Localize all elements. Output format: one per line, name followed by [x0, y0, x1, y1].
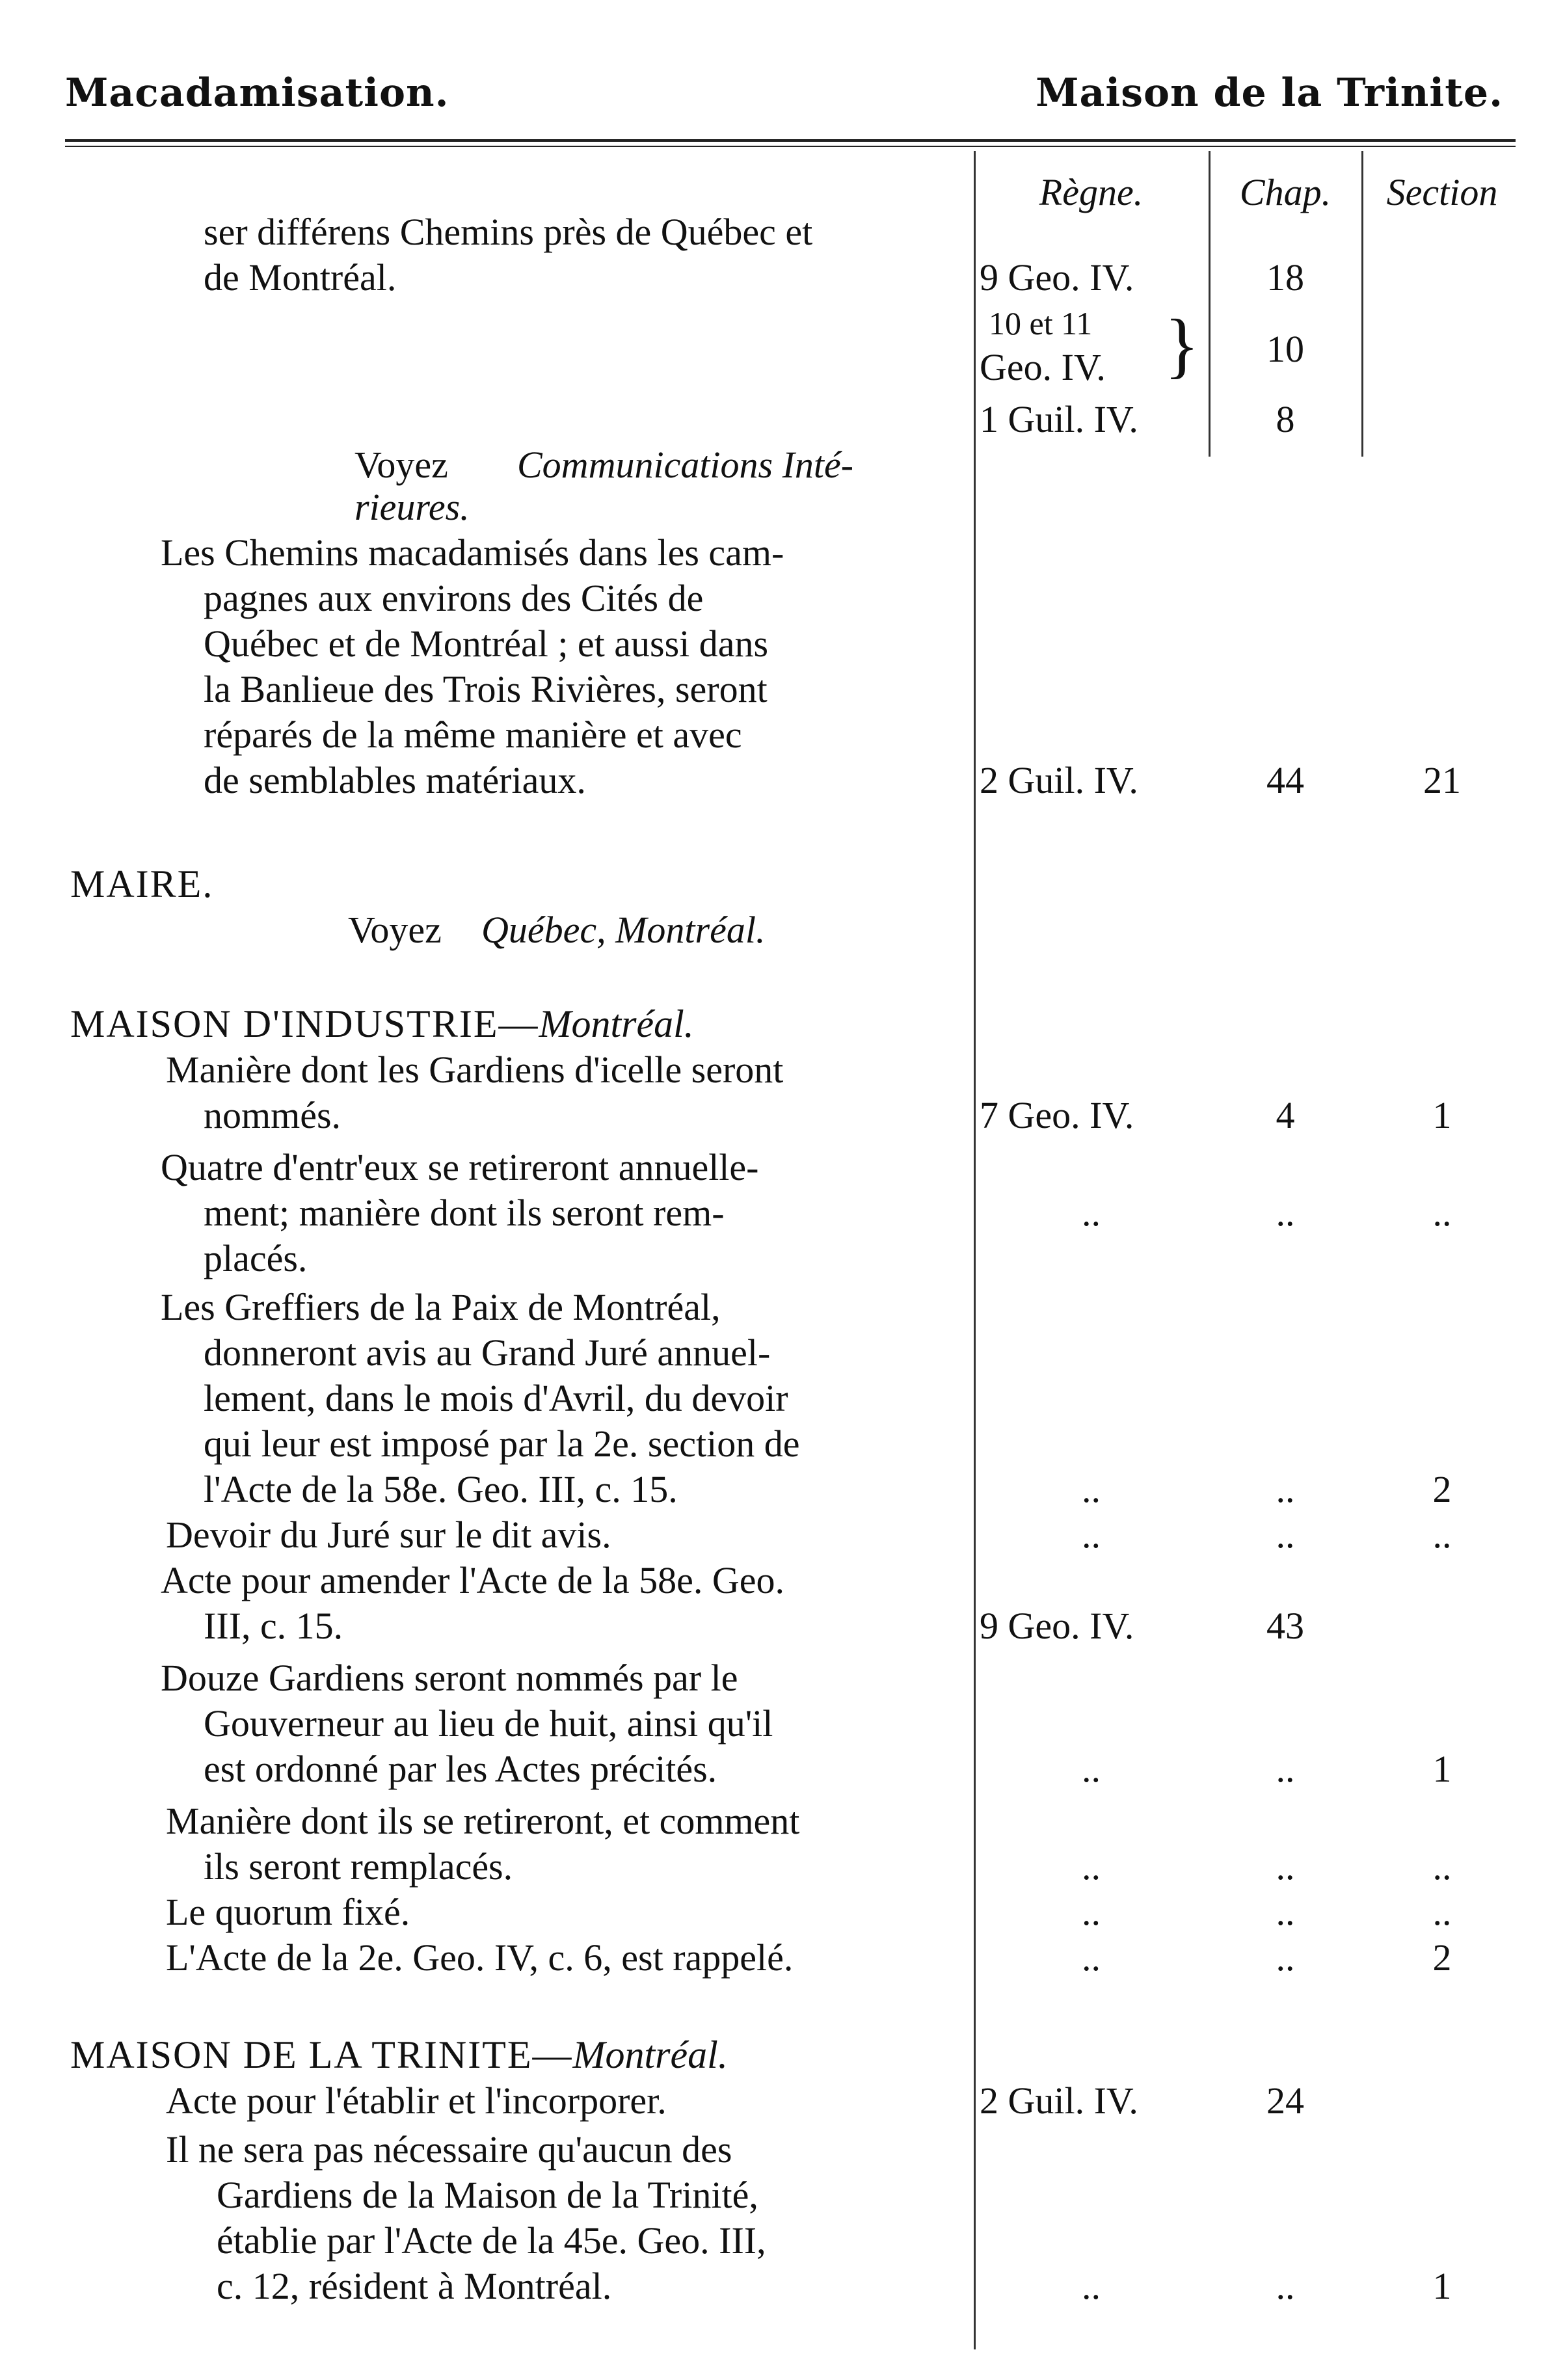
entry-text: Les Greffiers de la Paix de Montréal, [161, 1286, 721, 1328]
column-divider-chap [1361, 151, 1363, 457]
section-heading: MAISON D'INDUSTRIE—Montréal. [70, 1002, 694, 1045]
entry-text: Quatre d'entr'eux se retireront annuelle- [161, 1146, 759, 1188]
ditto-mark: .. [1082, 1192, 1101, 1234]
entry-text: de semblables matériaux. [204, 759, 586, 801]
entry-text: Manière dont ils se retireront, et comment [166, 1800, 800, 1842]
ditto-mark: .. [1276, 1891, 1295, 1933]
regne-cell: 10 et 11 [989, 305, 1093, 341]
voyez-label: Voyez [348, 909, 442, 951]
header-rule-thin [65, 146, 1516, 147]
entry-text: de Montréal. [204, 256, 397, 299]
running-header-right: Maison de la Trinite. [1036, 70, 1503, 116]
entry-text: pagnes aux environs des Cités de [204, 577, 704, 619]
entry-text: Gouverneur au lieu de huit, ainsi qu'il [204, 1702, 773, 1745]
brace-symbol: } [1164, 305, 1199, 386]
ditto-mark: .. [1082, 1891, 1101, 1933]
entry-text: nommés. [204, 1094, 341, 1136]
entry-text: Les Chemins macadamisés dans les cam- [161, 531, 784, 574]
ditto-mark: .. [1276, 1468, 1295, 1510]
entry-text: Douze Gardiens seront nommés par le [161, 1657, 738, 1699]
ditto-mark: .. [1082, 1514, 1101, 1556]
ditto-mark: .. [1082, 1468, 1101, 1510]
entry-text: Gardiens de la Maison de la Trinité, [217, 2174, 758, 2216]
chap-cell: 4 [1276, 1094, 1295, 1136]
ditto-mark: .. [1276, 1936, 1295, 1979]
regne-cell: 7 Geo. IV. [980, 1094, 1134, 1136]
entry-text: établie par l'Acte de la 45e. Geo. III, [217, 2219, 766, 2262]
ditto-mark: .. [1276, 1845, 1295, 1888]
chap-cell: 43 [1266, 1605, 1304, 1647]
entry-text: lement, dans le mois d'Avril, du devoir [204, 1377, 788, 1419]
running-header-left: Macadamisation. [65, 70, 449, 116]
section-cell: 2 [1432, 1468, 1452, 1510]
entry-text: L'Acte de la 2e. Geo. IV, c. 6, est rappelé. [166, 1936, 794, 1979]
regne-cell: 9 Geo. IV. [980, 256, 1134, 299]
entry-text: Il ne sera pas nécessaire qu'aucun des [166, 2128, 732, 2171]
regne-cell: 9 Geo. IV. [980, 1605, 1134, 1647]
entry-text: l'Acte de la 58e. Geo. III, c. 15. [204, 1468, 678, 1510]
entry-text: ils seront remplacés. [204, 1845, 513, 1888]
ditto-mark: .. [1082, 2265, 1101, 2307]
section-heading: MAISON DE LA TRINITE—Montréal. [70, 2033, 728, 2076]
entry-text: ment; manière dont ils seront rem- [204, 1192, 725, 1234]
column-divider-text [974, 151, 976, 2349]
ditto-mark: .. [1082, 1936, 1101, 1979]
header-rule-thick [65, 139, 1516, 142]
voyez-label: Voyez [354, 444, 448, 486]
column-header-chap: Chap. [1239, 171, 1331, 213]
section-cell: 2 [1432, 1936, 1452, 1979]
ditto-mark: .. [1432, 1891, 1452, 1933]
section-cell: 1 [1432, 1748, 1452, 1790]
column-divider-regne [1209, 151, 1211, 457]
entry-text: Le quorum fixé. [166, 1891, 410, 1933]
entry-text: Acte pour amender l'Acte de la 58e. Geo. [161, 1559, 784, 1601]
section-cell: 1 [1432, 1094, 1452, 1136]
entry-text: placés. [204, 1237, 308, 1279]
entry-text: ser différens Chemins près de Québec et [204, 211, 813, 253]
chap-cell: 10 [1266, 328, 1304, 370]
ditto-mark: .. [1082, 1748, 1101, 1790]
regne-cell: 2 Guil. IV. [980, 759, 1138, 801]
section-cell: 21 [1423, 759, 1461, 801]
ditto-mark: .. [1276, 2265, 1295, 2307]
ditto-mark: .. [1276, 1192, 1295, 1234]
ditto-mark: .. [1276, 1748, 1295, 1790]
cross-reference: Québec, Montréal. [481, 909, 766, 951]
entry-text: Manière dont les Gardiens d'icelle seront [166, 1049, 784, 1091]
regne-cell: 1 Guil. IV. [980, 398, 1138, 440]
entry-text: III, c. 15. [204, 1605, 343, 1647]
ditto-mark: .. [1082, 1845, 1101, 1888]
section-heading: MAIRE. [70, 862, 214, 905]
entry-text: qui leur est imposé par la 2e. section de [204, 1423, 800, 1465]
chap-cell: 24 [1266, 2079, 1304, 2122]
regne-cell: 2 Guil. IV. [980, 2079, 1138, 2122]
regne-cell: Geo. IV. [980, 346, 1106, 388]
column-header-section: Section [1386, 171, 1498, 213]
entry-text: est ordonné par les Actes précités. [204, 1748, 717, 1790]
ditto-mark: .. [1276, 1514, 1295, 1556]
entry-text: la Banlieue des Trois Rivières, seront [204, 668, 768, 710]
chap-cell: 44 [1266, 759, 1304, 801]
ditto-mark: .. [1432, 1845, 1452, 1888]
cross-reference: Communications Inté- [517, 444, 854, 486]
entry-text: Devoir du Juré sur le dit avis. [166, 1514, 611, 1556]
entry-text: c. 12, résident à Montréal. [217, 2265, 612, 2307]
entry-text: Québec et de Montréal ; et aussi dans [204, 622, 769, 665]
chap-cell: 8 [1276, 398, 1295, 440]
entry-text: réparés de la même manière et avec [204, 714, 742, 756]
section-cell: 1 [1432, 2265, 1452, 2307]
chap-cell: 18 [1266, 256, 1304, 299]
entry-text: donneront avis au Grand Juré annuel- [204, 1331, 771, 1374]
cross-reference: rieures. [354, 486, 470, 528]
ditto-mark: .. [1432, 1192, 1452, 1234]
entry-text: Acte pour l'établir et l'incorporer. [166, 2079, 667, 2122]
ditto-mark: .. [1432, 1514, 1452, 1556]
column-header-regne: Règne. [1039, 171, 1144, 213]
